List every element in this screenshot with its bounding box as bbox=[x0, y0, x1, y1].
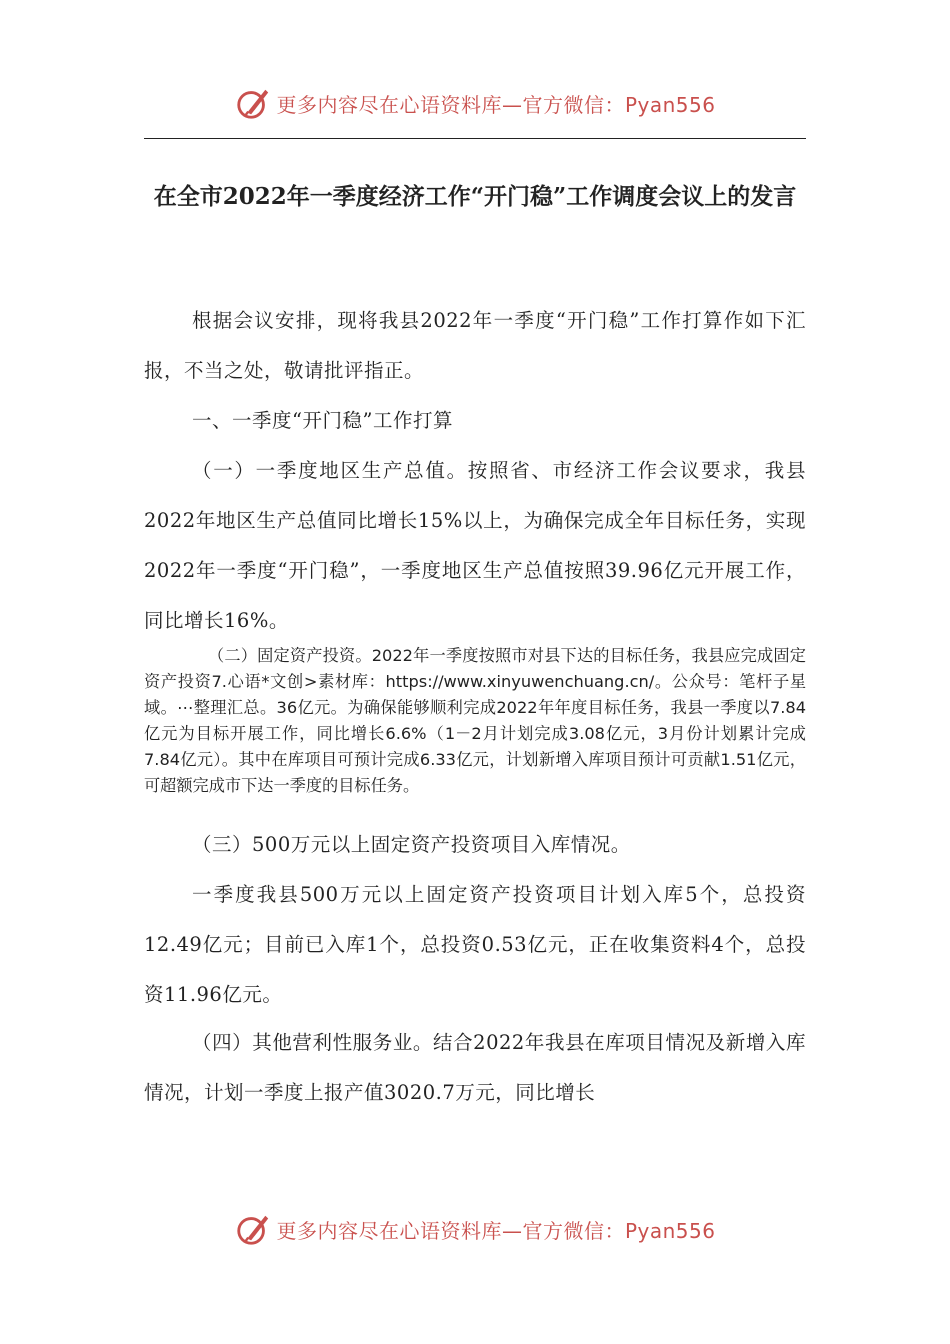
section-heading-1: 一、一季度“开门稳”工作打算 bbox=[192, 409, 453, 432]
footer-banner-text: 更多内容尽在心语资料库—官方微信：Pyan556 bbox=[276, 1218, 716, 1243]
header-banner-text: 更多内容尽在心语资料库—官方微信：Pyan556 bbox=[276, 92, 716, 117]
quill-logo-icon bbox=[234, 84, 272, 122]
footer-banner bbox=[0, 1206, 950, 1252]
paragraph-intro: 根据会议安排，现将我县2022年一季度“开门稳”工作打算作如下汇报，不当之处，敬请批评指正。 bbox=[144, 309, 806, 382]
header-banner bbox=[0, 80, 950, 126]
quill-logo-icon bbox=[234, 1210, 272, 1248]
header-divider bbox=[144, 138, 806, 139]
section-heading-3: （三）500万元以上固定资产投资项目入库情况。 bbox=[192, 833, 631, 856]
paragraph-projects: 一季度我县500万元以上固定资产投资项目计划入库5个，总投资12.49亿元；目前已入库1个，总投资0.53亿元，正在收集资料4个，总投资11.96亿元。 bbox=[144, 883, 806, 1006]
document-title: 在全市2022年一季度经济工作“开门稳”工作调度会议上的发言 bbox=[153, 183, 797, 210]
paragraph-services: （四）其他营利性服务业。结合2022年我县在库项目情况及新增入库情况，计划一季度上报产值3020.7万元，同比增长 bbox=[144, 1031, 806, 1104]
paragraph-gdp: （一）一季度地区生产总值。按照省、市经济工作会议要求，我县2022年地区生产总值同比增长15%以上，为确保完成全年目标任务，实现2022年一季度“开门稳”，一季度地区生产总值按照39.96亿元开展工作，同比增长16%。 bbox=[144, 459, 806, 632]
paragraph-fixed-investment: （二）固定资产投资。2022年一季度按照市对县下达的目标任务，我县应完成固定资产投资7.心语*文创>素材库：https://www.xinyuwenchuang.cn/。公众号：笔杆子星域。⋯整理汇总。36亿元。为确保能够顺利完成2022年年度目标任务，我县一季度以7.84亿元为目标开展工作，同比增长6.6%（1－2月计划完成3.08亿元，3月份计划累计完成7.84亿元）。其中在库项目可预计完成6.33亿元，计划新增入库项目预计可贡献1.51亿元，可超额完成市下达一季度的目标任务。 bbox=[144, 646, 806, 795]
